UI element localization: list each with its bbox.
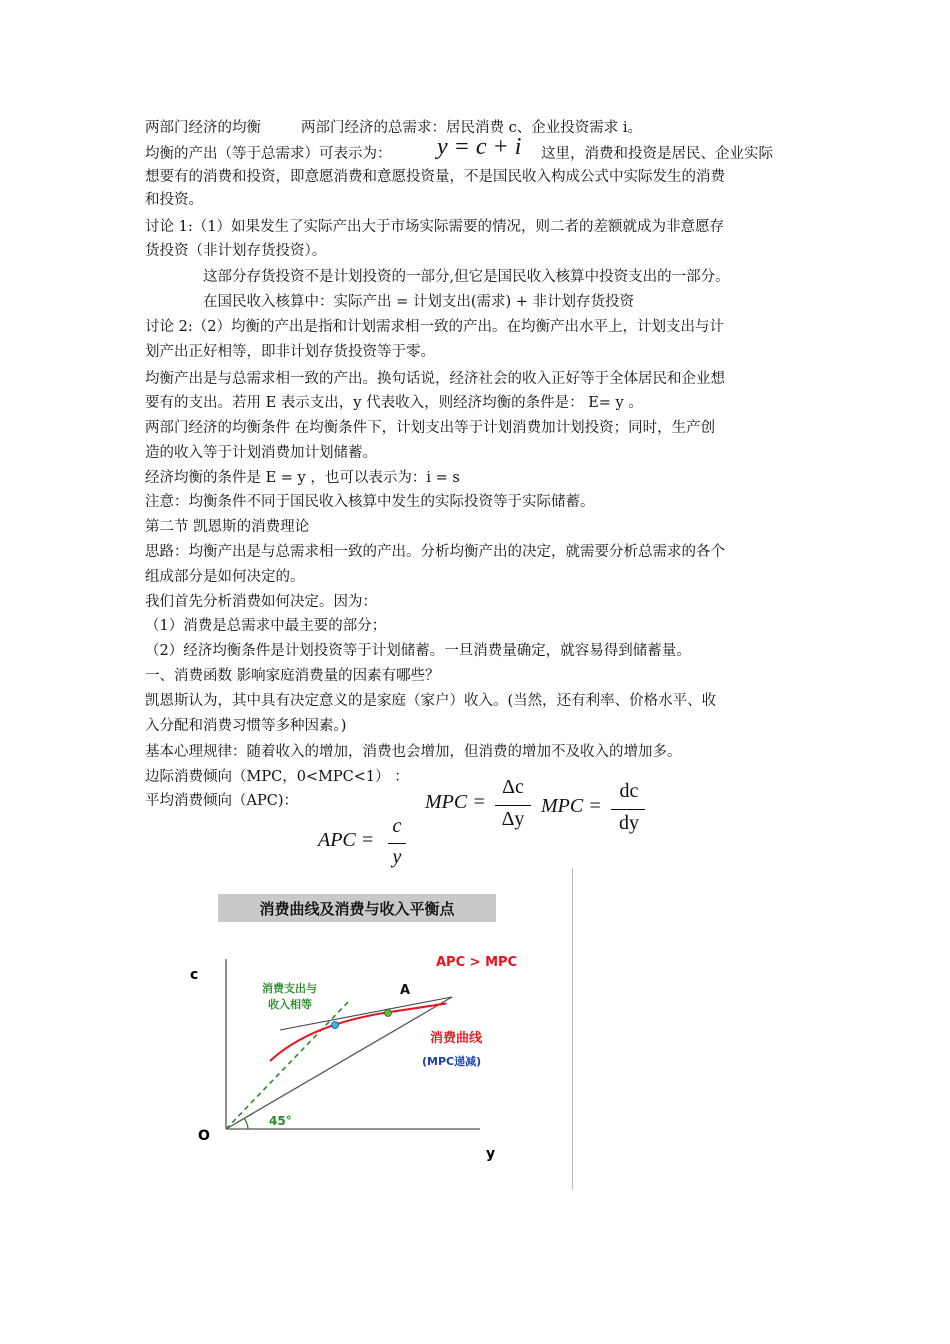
text-line: 我们首先分析消费如何决定。因为： (145, 594, 377, 610)
formula-apc (318, 815, 428, 875)
text-span: 两部门经济的均衡 (145, 120, 261, 136)
text-line: 造的收入等于计划消费加计划储蓄。 (145, 445, 377, 461)
label-equal-line1: 消费支出与 (262, 982, 317, 995)
text-line: 划产出正好相等，即非计划存货投资等于零。 (145, 344, 435, 360)
text-line: 讨论 2:（2）均衡的产出是指和计划需求相一致的产出。在均衡产出水平上，计划支出与计 (145, 319, 724, 335)
text-line: 均衡产出是与总需求相一致的产出。换句话说，经济社会的收入正好等于全体居民和企业想 (145, 371, 725, 387)
text-line: 讨论 1:（1）如果发生了实际产出大于市场实际需要的情况，则二者的差额就成为非意愿存 (145, 219, 724, 235)
equation-y-c-i: y = c + i (437, 134, 522, 160)
formula-denominator: Δy (501, 808, 525, 830)
apc-ray (226, 1000, 350, 1129)
consumption-curve-figure (190, 884, 530, 1174)
label-45-degree: 45° (269, 1114, 292, 1128)
line-45-degree (226, 997, 452, 1129)
text-line: 凯恩斯认为，其中具有决定意义的是家庭（家户）收入。(当然，还有利率、价格水平、收 (145, 693, 717, 709)
point-label-a: A (400, 983, 411, 998)
formula-numerator: c (392, 815, 402, 837)
text-line: 和投资。 (145, 192, 203, 208)
text-line: 基本心理规律：随着收入的增加，消费也会增加，但消费的增加不及收入的增加多。 (145, 744, 682, 760)
fraction-bar (495, 805, 531, 806)
equilibrium-point-a (385, 1010, 392, 1017)
text-line: 这部分存货投资不是计划投资的一部分,但它是国民收入核算中投资支出的一部分。 (203, 269, 730, 285)
label-consumption-curve: 消费曲线 (430, 1031, 483, 1046)
formula-mpc-delta (425, 776, 535, 836)
text-span: 两部门经济的总需求：居民消费 c、企业投资需求 i。 (301, 120, 642, 136)
text-line: （1）消费是总需求中最主要的部分； (145, 618, 387, 634)
origin-label: O (198, 1128, 210, 1144)
text-line: 货投资（非计划存货投资）。 (145, 243, 327, 259)
text-line: 两部门经济的均衡条件 在均衡条件下，计划支出等于计划消费加计划投资；同时，生产创 (145, 420, 716, 436)
text-line: 均衡的产出（等于总需求）可表示为： (145, 146, 392, 162)
label-apc-gt-mpc: APC > MPC (436, 955, 518, 970)
fraction-bar (388, 843, 406, 844)
text-line: 边际消费倾向（MPC，0<MPC<1） ： (145, 769, 409, 785)
figure-title: 消费曲线及消费与收入平衡点 (259, 900, 455, 918)
text-line (145, 118, 642, 138)
formula-denominator: dy (619, 812, 639, 834)
text-line: 组成部分是如何决定的。 (145, 569, 305, 585)
text-line: 一、消费函数 影响家庭消费量的因素有哪些？ (145, 668, 440, 684)
text-line: 想要有的消费和投资，即意愿消费和意愿投资量，不是国民收入构成公式中实际发生的消费 (145, 169, 725, 185)
formula-lhs: MPC = (425, 791, 486, 813)
angle-arc (244, 1118, 248, 1129)
formula-numerator: Δc (502, 776, 524, 798)
text-line: 入分配和消费习惯等多种因素。) (145, 718, 347, 734)
fraction-bar (611, 809, 645, 810)
tangent-point (332, 1022, 339, 1029)
formula-numerator: dc (619, 780, 639, 802)
text-line: 要有的支出。若用 E 表示支出，y 代表收入，则经济均衡的条件是： E= y 。 (145, 395, 643, 411)
formula-denominator: y (392, 846, 402, 868)
formula-mpc-derivative (541, 780, 651, 840)
text-line: 经济均衡的条件是 E = y ，也可以表示为：i = s (145, 470, 460, 486)
formula-lhs: MPC = (541, 795, 602, 817)
text-line: 注意：均衡条件不同于国民收入核算中发生的实际投资等于实际储蓄。 (145, 494, 595, 510)
axis-label-y: y (486, 1146, 496, 1162)
label-equal-line2: 收入相等 (268, 998, 312, 1011)
axis-label-c: c (190, 967, 199, 983)
text-line: 思路：均衡产出是与总需求相一致的产出。分析均衡产出的决定，就需要分析总需求的各个 (145, 544, 725, 560)
text-line: 这里，消费和投资是居民、企业实际 (541, 146, 773, 162)
section-heading: 第二节 凯恩斯的消费理论 (145, 519, 310, 535)
formula-lhs: APC = (318, 829, 375, 851)
text-line: 在国民收入核算中：实际产出 = 计划支出(需求) + 非计划存货投资 (203, 294, 635, 310)
vertical-divider (572, 868, 573, 1190)
text-line: 平均消费倾向（APC)： (145, 793, 298, 809)
text-line: （2）经济均衡条件是计划投资等于计划储蓄。一旦消费量确定，就容易得到储蓄量。 (145, 643, 691, 659)
label-mpc-decreasing: (MPC递减) (422, 1055, 482, 1068)
